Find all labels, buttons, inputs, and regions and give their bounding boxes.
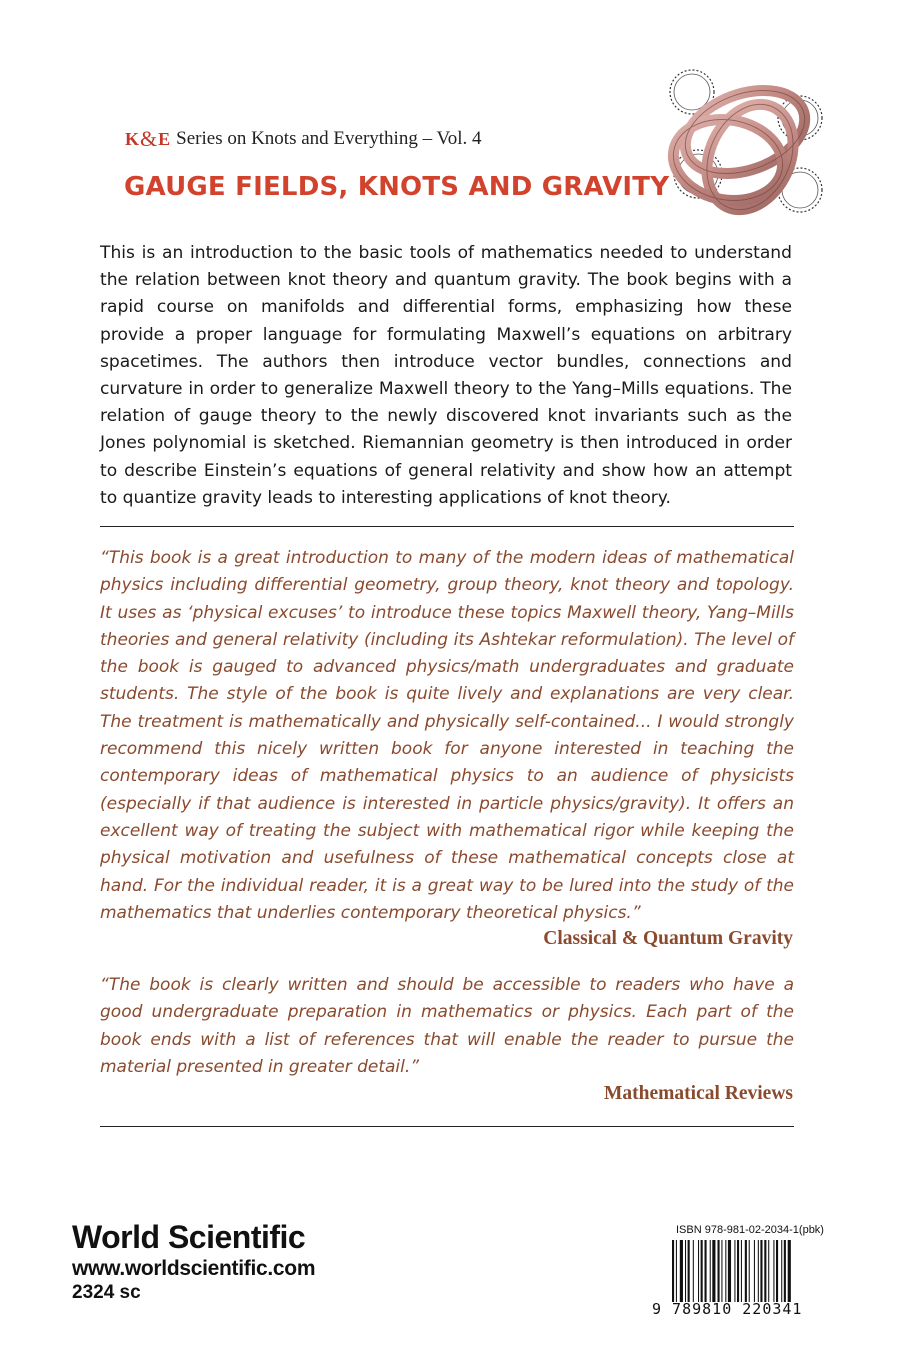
- publisher-code: 2324 sc: [72, 1282, 141, 1303]
- barcode-bar: [685, 1240, 686, 1302]
- barcode-bar: [734, 1240, 735, 1302]
- publisher-block: [72, 1218, 315, 1305]
- series-line: [125, 128, 482, 150]
- divider-bottom: [100, 1126, 794, 1127]
- knot-illustration-icon: [650, 62, 828, 222]
- review-source-2: Mathematical Reviews: [604, 1083, 793, 1104]
- barcode-digits: 9 789810 220341: [652, 1300, 803, 1318]
- series-logo-amp: &: [140, 126, 158, 151]
- publisher-url: www.worldscientific.com: [72, 1257, 316, 1280]
- barcode-bar: [701, 1240, 703, 1302]
- barcode-bar: [693, 1240, 694, 1302]
- barcode-bar: [758, 1240, 759, 1302]
- book-blurb: This is an introduction to the basic tools of mathematics needed to understand the relation between knot theory and quantum gravity. The book begins with a rapid course on manifolds and differential forms, emphasizing how these provide a proper language for formulating Maxwell’s equations on arbitrary spacetimes. The authors then introduce vector bundles, connections and curvature in order to generalize Maxwell theory to the Yang–Mills equations. The relation of gauge theory to the newly discovered knot invariants such as the Jones polynomial is sketched. Riemannian geometry is then introduced in order to describe Einstein’s equations of general relativity and show how an attempt to quantize gravity leads to interesting applications of knot theory.: [100, 243, 792, 508]
- barcode-bar: [749, 1240, 750, 1302]
- barcode-bar: [784, 1240, 786, 1302]
- barcode-bar: [745, 1240, 747, 1302]
- review-quote-1: “This book is a great introduction to many of the modern ideas of mathematical physics including differential geometry, group theory, knot theory and topology. It uses as ‘physical excuses’ to introduce these topics Maxwell theory, Yang–Mills theories and general relativity (including its Ashtekar reformulation). The level of the book is gauged to advanced physics/math undergraduates and graduate students. The style of the book is quite lively and explanations are very clear. The treatment is mathematically and physically self-contained... I would strongly recommend this nicely written book for anyone interested in teaching the contemporary ideas of mathematical physics to an audience of physicists (especially if that audience is interested in particle physics/gravity). It offers an excellent way of treating the subject with mathematical rigor while keeping the physical motivation and usefulness of these mathematical concepts close at hand. For the individual reader, it is a great way to be lured into the study of the mathematics that underlies contemporary theoretical physics.”: [100, 548, 794, 923]
- barcode-bar: [705, 1240, 707, 1302]
- series-logo-e: E: [158, 129, 171, 149]
- series-text: Series on Knots and Everything – Vol. 4: [176, 128, 482, 149]
- book-title: GAUGE FIELDS, KNOTS AND GRAVITY: [124, 172, 670, 202]
- barcode-bar: [754, 1240, 755, 1302]
- barcode-bar: [764, 1240, 766, 1302]
- divider-top: [100, 526, 794, 527]
- barcode-bar: [676, 1240, 677, 1302]
- isbn-label: ISBN 978-981-02-2034-1(pbk): [676, 1224, 824, 1236]
- barcode-bar: [688, 1240, 690, 1302]
- publisher-name: World Scientific: [72, 1219, 306, 1255]
- barcode-bar: [672, 1240, 674, 1302]
- barcode-bar: [728, 1240, 731, 1302]
- barcode-bar: [721, 1240, 722, 1302]
- barcode-bar: [773, 1240, 774, 1302]
- barcode-bar: [741, 1240, 742, 1302]
- review-quote-2: “The book is clearly written and should be accessible to readers who have a good undergraduate preparation in mathematics or physics. Each part of the book ends with a list of references that will enable the reader to pursue the material presented in greater detail.”: [100, 975, 794, 1077]
- barcode-bar: [725, 1240, 726, 1302]
- barcode-icon: [672, 1240, 824, 1302]
- barcode-bar: [760, 1240, 762, 1302]
- barcode-bar: [788, 1240, 791, 1302]
- barcode-bar: [768, 1240, 769, 1302]
- barcode-bar: [698, 1240, 699, 1302]
- series-logo-k: K: [125, 129, 140, 149]
- barcode-bar: [710, 1240, 711, 1302]
- barcode-bar: [737, 1240, 739, 1302]
- barcode-bar: [680, 1240, 683, 1302]
- barcode-bar: [718, 1240, 720, 1302]
- barcode-bar: [781, 1240, 782, 1302]
- barcode-bar: [776, 1240, 778, 1302]
- barcode-bar: [712, 1240, 715, 1302]
- series-logo: [125, 126, 171, 151]
- review-source-1: Classical & Quantum Gravity: [543, 928, 793, 949]
